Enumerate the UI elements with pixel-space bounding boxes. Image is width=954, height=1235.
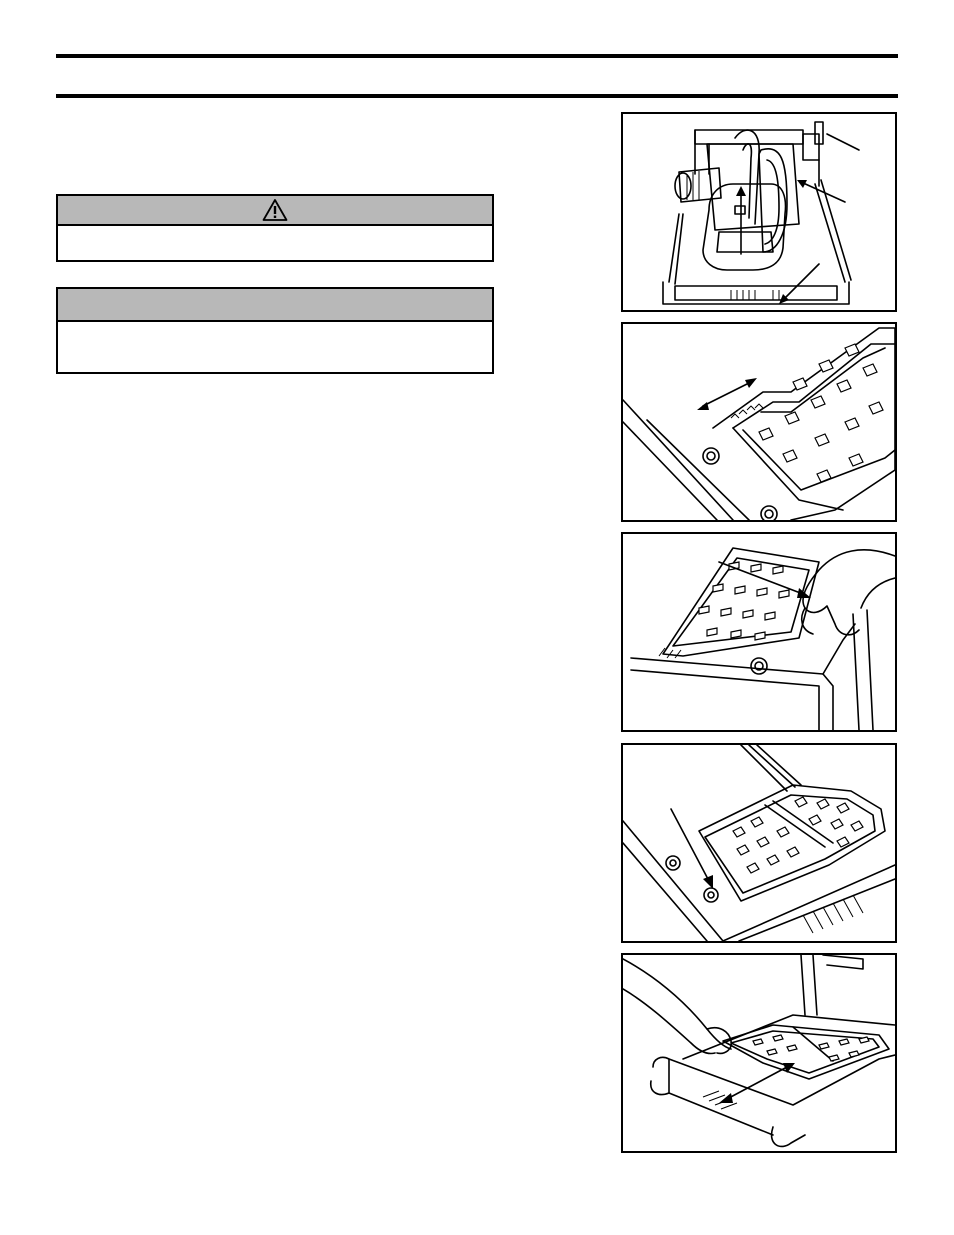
notice-box-header [58, 289, 492, 322]
warning-box [56, 194, 494, 262]
notice-box [56, 287, 494, 374]
figure-table-rail [621, 743, 897, 943]
header-rule-bottom [56, 94, 898, 98]
figure-sliding-table [621, 322, 897, 522]
warning-triangle-icon [262, 198, 288, 222]
lift-table-illustration [623, 534, 895, 730]
warning-box-body [58, 226, 492, 238]
notice-box-body [58, 322, 492, 334]
figure-saw-head [621, 112, 897, 312]
slide-table-illustration [623, 955, 895, 1151]
header-rule-top [56, 54, 898, 58]
saw-head-illustration [623, 114, 895, 310]
table-rail-illustration [623, 745, 895, 941]
figure-slide-table [621, 953, 897, 1153]
figure-lift-table [621, 532, 897, 732]
warning-box-header [58, 196, 492, 226]
sliding-table-illustration [623, 324, 895, 520]
